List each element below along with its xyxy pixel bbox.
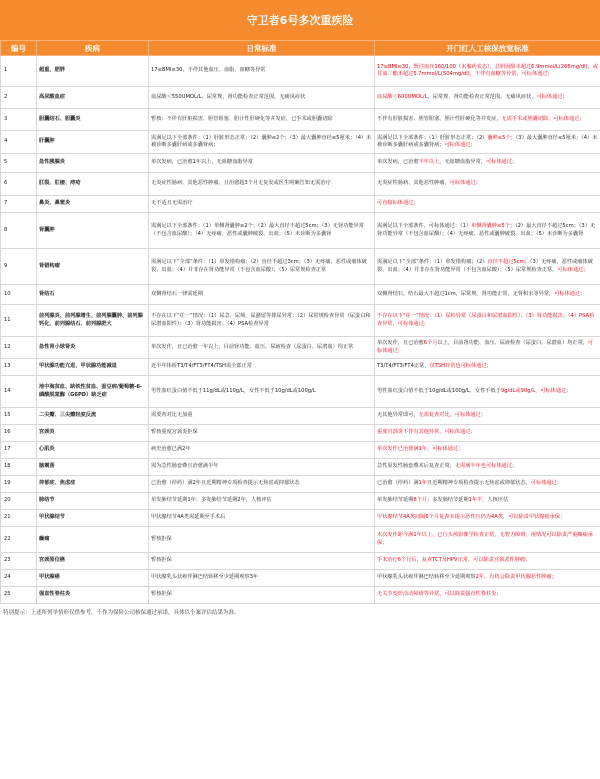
normal-standard: 甲状腺结节4A类需延期至手术后 [149, 510, 375, 527]
relaxed-text: 双侧肾结石，结石最大不超过1cm，尿常规、肾功能正常，无肾积水等异常， [377, 290, 555, 297]
relaxed-standard [375, 213, 600, 249]
header-disease: 疾病 [37, 41, 149, 56]
table-body [1, 56, 600, 604]
row-number: 21 [1, 510, 37, 527]
disease-name: 甲状腺结节 [37, 510, 149, 527]
row-number: 5 [1, 154, 37, 173]
relaxed-standard [375, 337, 600, 359]
disease-name: 肺结节 [37, 493, 149, 510]
disease-name: 强直性脊柱炎 [37, 587, 149, 604]
relaxed-text-highlight: 1年半 [468, 497, 483, 504]
relaxed-standard [375, 425, 600, 442]
normal-standard: 双侧肾结石一律需延期 [149, 285, 375, 305]
relaxed-text-highlight: 可标体通过； [449, 180, 481, 187]
relaxed-text: 无其他异常即可， [377, 412, 419, 419]
table-row [1, 173, 600, 196]
relaxed-text-highlight: 可标体通过； [521, 71, 553, 77]
relaxed-standard [375, 87, 600, 109]
relaxed-text-highlight: 囊肿≤5个 [487, 134, 511, 141]
relaxed-text-highlight: 9g/dL或90g/L [500, 387, 536, 394]
relaxed-text-highlight: 仅TSH异常也可标体通过； [429, 363, 492, 370]
disease-name: 宫颈原位癌 [37, 553, 149, 570]
disease-name: 二尖瓣、三尖瓣轻度反流 [37, 408, 149, 425]
table-row [1, 476, 600, 493]
relaxed-text: 不伴有肝脏损害、胆管阻塞、胆汁性肝硬化等并发症， [377, 115, 502, 122]
relaxed-text-highlight: 可标体通过； [377, 340, 594, 354]
table-row [1, 305, 600, 337]
normal-standard: 单发肺结节延期1年；多发肺结节延期2年，人核评估 [149, 493, 375, 510]
table-row [1, 510, 600, 527]
normal-standard: 暂核重度宫颈炎拒保 [149, 425, 375, 442]
row-number: 6 [1, 173, 37, 196]
relaxed-text: ；多发肺结节延期 [427, 497, 469, 504]
relaxed-standard [375, 305, 600, 337]
relaxed-text: 甲状腺乳头状癌伴淋巴结转移至少延期观察 [377, 574, 476, 581]
normal-standard: 不存在以下“任一”情况：（1）尿急、尿频、尿潴留等排尿异常；（2）尿常规检查异常（尿蛋白和尿潜血阳性）；（3）肾功能损害；（4）PSA检查异常 [149, 305, 375, 337]
relaxed-standard [375, 56, 600, 87]
table-row [1, 553, 600, 570]
underwriting-table [0, 40, 600, 604]
disease-name: 肾结石 [37, 285, 149, 305]
footnote: 特别提示：上述所列举情形仅供参考，不作为保险公司核保通过承诺，具体以个案评估结果为准。 [3, 610, 240, 616]
relaxed-standard [375, 154, 600, 173]
normal-standard: 病史治愈已满2年 [149, 442, 375, 459]
relaxed-standard [375, 442, 600, 459]
relaxed-standard [375, 527, 600, 553]
table-row [1, 493, 600, 510]
relaxed-text-highlight: 可直接标体通过； [377, 200, 419, 207]
header-normal-standard: 日常标准 [149, 41, 375, 56]
relaxed-standard [375, 493, 600, 510]
row-number: 23 [1, 553, 37, 570]
row-number: 24 [1, 570, 37, 587]
row-number: 7 [1, 196, 37, 213]
table-row [1, 196, 600, 213]
row-number: 15 [1, 408, 37, 425]
row-number: 12 [1, 337, 37, 359]
relaxed-standard [375, 249, 600, 285]
table-row [1, 87, 600, 109]
table-row [1, 425, 600, 442]
relaxed-text-highlight: 无需满半年也可标体通过； [454, 463, 518, 470]
disease-name: 甲状腺功能亢进、甲状腺功能减退 [37, 359, 149, 376]
relaxed-text-highlight: 无关节变形活动障碍等异常，可以除责强直性脊柱炎； [377, 591, 502, 598]
relaxed-text: 需满足以下全部条件：（1）肝脏形态正常；（2） [377, 134, 488, 141]
disease-name: 宫颈炎 [37, 425, 149, 442]
row-number: 2 [1, 87, 37, 109]
normal-standard: 甲状腺乳头状癌伴淋巴结转移至少延期观察3年 [149, 570, 375, 587]
table-row [1, 131, 600, 154]
normal-standard: 血尿酸＜550UMOL/L，尿常规、肾功能检查正常范围，无痛风症状 [149, 87, 375, 109]
row-number: 18 [1, 459, 37, 476]
relaxed-text: ，尿常规、肾功能检查正常范围，无痛风症状， [427, 93, 537, 100]
relaxed-standard [375, 553, 600, 570]
table-row [1, 459, 600, 476]
relaxed-text-highlight: 单次发作已治愈满1年， [377, 446, 433, 453]
table-row [1, 587, 600, 604]
table-row [1, 337, 600, 359]
normal-standard: 17≤BMI≤30，不伴其他血压、血脂、血糖等异常 [149, 56, 375, 87]
relaxed-text: 单次发病，已治愈 [377, 159, 419, 166]
relaxed-text-highlight: 末次发作距今满1年以上，已行头颅影像学检查正常，无智力障碍，视情况可以除责严重癫痫承保； [377, 532, 593, 546]
relaxed-text: ，无血糖血脂异常， [439, 159, 486, 166]
relaxed-text-highlight: 半年以上 [418, 159, 440, 166]
relaxed-text-highlight: 甲状腺结节4A类间隔6个月复查未提示恶性且仍为4A类，可以除责甲状腺癌承保； [377, 514, 566, 521]
row-number: 3 [1, 109, 37, 131]
relaxed-text: T3/T4/FT3/FT4正常， [377, 363, 430, 370]
table-row [1, 570, 600, 587]
disease-name: 鼻炎、鼻窦炎 [37, 196, 149, 213]
relaxed-text-highlight: 血尿酸＜600UMOL/L [377, 93, 428, 100]
relaxed-text-highlight: 无需手术或胆囊切除，可标体通过； [501, 115, 585, 122]
relaxed-text: ；（2）最大直径不超过5cm；（3）无肾功能异常（不包含血尿酸）；（4）无疼痛、恶性或囊肿破裂、出血；（5）未诊断为多囊肾 [377, 223, 596, 237]
row-number: 13 [1, 359, 37, 376]
relaxed-text-highlight: 手术治疗6个月后，复查TCT及HPV正常， [377, 557, 474, 564]
table-row [1, 154, 600, 173]
table-row [1, 249, 600, 285]
disease-name: 心肌炎 [37, 442, 149, 459]
relaxed-text-highlight: 可标体通过； [432, 446, 464, 453]
table-row [1, 285, 600, 305]
normal-standard: 已治愈（停药）满2年且近期精神专项检查提示无焦虑或抑郁状态 [149, 476, 375, 493]
normal-standard: 暂核拒保 [149, 527, 375, 553]
row-number: 17 [1, 442, 37, 459]
relaxed-text: 男性血红蛋白值不低于10g/dL或100g/L，女性不低于 [377, 387, 501, 394]
relaxed-standard [375, 376, 600, 408]
disease-name: 超重、肥胖 [37, 56, 149, 87]
header-relaxed-standard: 开门红人工核保放宽标准 [375, 41, 600, 56]
disease-name: 脑震荡 [37, 459, 149, 476]
disease-name: 癫痫 [37, 527, 149, 553]
relaxed-text-highlight: 17≤BMI≤30，既往血压160/100（未服药状态），总胆固醇未超过6.9mmol/L(266mg/dl)，或甘油三酯未超过5.7mmol/L(504mg/dl)，不伴有血糖等异常， [377, 63, 598, 77]
relaxed-text-highlight: 可以除责宫颈恶性肿瘤； [473, 557, 531, 564]
relaxed-text: 以上，目前肾功能、血压、尿液检查（尿蛋白、尿潜血）均正常， [437, 340, 588, 347]
row-number: 8 [1, 213, 37, 249]
normal-standard: 男性血红蛋白值不低于11g/dL或110g/L，女性不低于10g/dL或100g/L [149, 376, 375, 408]
disease-name: 甲状腺癌 [37, 570, 149, 587]
relaxed-text-highlight: 可标体通过； [554, 290, 586, 297]
disease-name: 地中海贫血、缺铁性贫血、蚕豆病/葡萄糖-6-磷酸脱氢酶（G6PD）缺乏症 [37, 376, 149, 408]
row-number: 9 [1, 249, 37, 285]
row-number: 11 [1, 305, 37, 337]
relaxed-text-highlight: 可标体通过； [397, 320, 429, 327]
row-number: 1 [1, 56, 37, 87]
row-number: 10 [1, 285, 37, 305]
normal-standard: 暂核：不伴有肝脏损害、胆管阻塞、胆汁性肝硬化等并发症，已手术或胆囊切除 [149, 109, 375, 131]
disease-name: 肝囊肿 [37, 131, 149, 154]
table-row [1, 408, 600, 425]
relaxed-standard [375, 285, 600, 305]
relaxed-standard [375, 359, 600, 376]
table-row [1, 527, 600, 553]
relaxed-text: 单次发作，且已治愈 [377, 340, 424, 347]
normal-standard: 暂核拒保 [149, 587, 375, 604]
relaxed-text-highlight: 可标体通过； [444, 142, 476, 148]
table-row [1, 56, 600, 87]
row-number: 16 [1, 425, 37, 442]
disease-name: 前列腺炎、前列腺增生、前列腺囊肿、前列腺钙化、前列腺结石、前列腺肥大 [37, 305, 149, 337]
table-row [1, 442, 600, 459]
normal-standard: 单次发作，且已治愈一年以上，目前肾功能、血压、尿液检查（尿蛋白、尿潜血）均正常 [149, 337, 375, 359]
relaxed-text-highlight: 单侧肾囊肿≤5个 [471, 223, 510, 230]
relaxed-text: 单发肺结节延期 [377, 497, 414, 504]
disease-name: 肛裂、肛瘘、痔疮 [37, 173, 149, 196]
row-number: 22 [1, 527, 37, 553]
row-number: 25 [1, 587, 37, 604]
relaxed-text: 需满足以下全部条件，可标体通过：（1） [377, 223, 472, 230]
relaxed-standard [375, 476, 600, 493]
relaxed-standard [375, 173, 600, 196]
row-number: 4 [1, 131, 37, 154]
normal-standard: 需要查对比无加重 [149, 408, 375, 425]
disease-name: 抑郁症、焦虑症 [37, 476, 149, 493]
relaxed-text: 需满足以下“全部”条件：（1）单发错构瘤；（2） [377, 259, 488, 266]
relaxed-text: 无炎症性肠病、其他恶性肿瘤， [377, 180, 450, 187]
normal-standard: 无炎症性肠病、其他恶性肿瘤，且治愈超3个月无复发或医生明确告知无需治疗 [149, 173, 375, 196]
row-number: 19 [1, 476, 37, 493]
normal-standard: 无不适且无需治疗 [149, 196, 375, 213]
relaxed-text-highlight: 6个月 [423, 340, 438, 347]
relaxed-standard [375, 459, 600, 476]
disease-name: 高尿酸血症 [37, 87, 149, 109]
relaxed-text-highlight: 不存在以下“任一”情况：（1）尿检异常（尿蛋白和尿潜血阳性）；（3）肾功能损害；（4）PSA检查异常， [377, 313, 595, 327]
relaxed-text-highlight: 可标体通过； [530, 480, 562, 487]
relaxed-text-highlight: ，可标体通过； [535, 387, 572, 394]
relaxed-text: 急性原发性肠套叠术后复查正常， [377, 463, 455, 470]
relaxed-text-highlight: 可标体通过； [536, 93, 568, 100]
normal-standard: 需为急性肠套叠且治愈满半年 [149, 459, 375, 476]
disease-name: 急性胰腺炎 [37, 154, 149, 173]
relaxed-standard [375, 196, 600, 213]
normal-standard: 需满足以下全部条件：（1）肝脏形态正常；（2）囊肿≤2个；（3）最大囊肿直径≤5厘米；（4）未被诊断多囊肝病或多囊肾病； [149, 131, 375, 154]
disease-name: 肾错构瘤 [37, 249, 149, 285]
table-row [1, 109, 600, 131]
relaxed-text-highlight: 直径不超过5cm [487, 259, 525, 266]
table-row [1, 376, 600, 408]
row-number: 20 [1, 493, 37, 510]
relaxed-standard [375, 570, 600, 587]
normal-standard: 需满足以下“全部”条件：（1）单发错构瘤；（2）直径不超过3cm；（3）无疼痛、恶性或瘤体破裂、出血；（4）并非存在肾功能异常（不包含血尿酸）；（5）尿常规检查正常 [149, 249, 375, 285]
normal-standard: 近半年体检T3/T4/FT3/FT4/TSH需全部正常 [149, 359, 375, 376]
relaxed-standard [375, 408, 600, 425]
normal-standard: 暂核拒保 [149, 553, 375, 570]
relaxed-text: 且近期精神专项检查提示无焦虑或抑郁状态， [427, 480, 531, 487]
table-row [1, 359, 600, 376]
relaxed-text: ；（3）无疼痛、恶性或瘤体破裂、出血；（4）并非存在肾功能异常（不包含血尿酸）；（5）尿常规检查正常， [377, 259, 593, 273]
table-header-row [1, 41, 600, 56]
row-number: 14 [1, 376, 37, 408]
relaxed-text-highlight: 可标体通过； [485, 159, 518, 166]
relaxed-standard [375, 109, 600, 131]
relaxed-standard [375, 510, 600, 527]
relaxed-standard [375, 587, 600, 604]
page-title: 守卫者6号多次重疾险 [0, 0, 600, 40]
normal-standard: 单次发病，已治愈1年以上，无血糖血脂异常 [149, 154, 375, 173]
relaxed-text: ；（3）最大囊肿直径≤5厘米；（4）未被诊断多囊肝病或多囊肾病； [377, 134, 598, 148]
relaxed-text: ，人核评估 [482, 497, 509, 504]
header-no: 编号 [1, 41, 37, 56]
disease-name: 胆囊结石、胆囊炎 [37, 109, 149, 131]
relaxed-text: 已治愈（停药）满 [377, 480, 419, 487]
relaxed-text-highlight: 重度宫颈炎不伴有其他异常，可标体通过； [377, 429, 476, 436]
disease-name: 急性肾小球肾炎 [37, 337, 149, 359]
relaxed-standard [375, 131, 600, 154]
normal-standard: 需满足以下全部条件：（1）单侧肾囊肿≤2个；（2）最大直径不超过5cm；（3）无肾功能异常（不包含血尿酸）；（4）无疼痛、恶性或囊肿破裂、出血；（5）未诊断为多囊肾 [149, 213, 375, 249]
table-row [1, 213, 600, 249]
relaxed-text-highlight: 无需复查对比，可标体通过； [418, 412, 486, 419]
relaxed-text-highlight: 8个月 [413, 497, 428, 504]
relaxed-text-highlight: 1年 [418, 480, 428, 487]
disease-name: 肾囊肿 [37, 213, 149, 249]
relaxed-text-highlight: 2年，有机会除责甲状腺恶性肿瘤； [475, 574, 557, 581]
relaxed-text-highlight: 可标体通过； [557, 266, 589, 273]
